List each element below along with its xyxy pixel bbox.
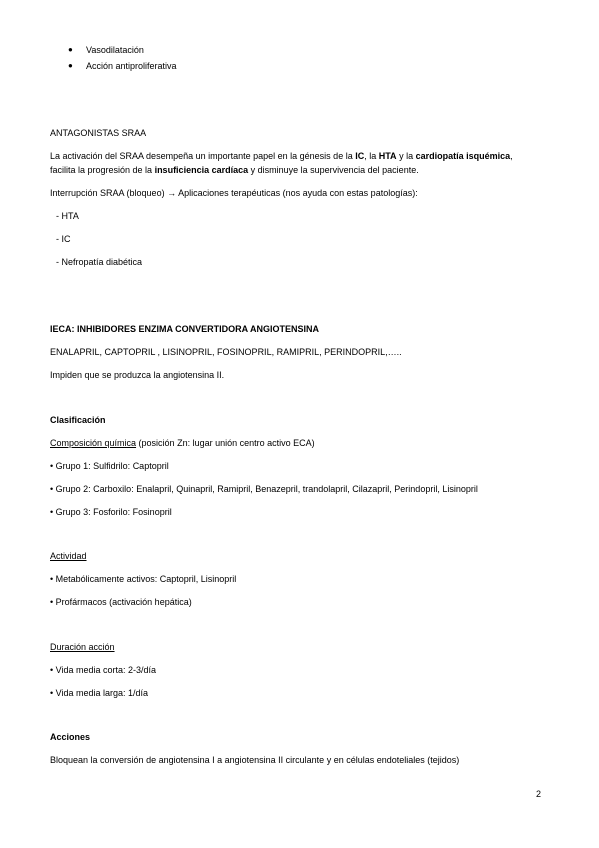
sraa-item-ic: - IC <box>56 234 71 244</box>
duracion-item-2: • Vida media larga: 1/día <box>50 688 149 698</box>
page-number: 2 <box>536 789 542 799</box>
section-heading-sraa: ANTAGONISTAS SRAA <box>50 128 147 138</box>
sraa-paragraph-line-1: La activación del SRAA desempeña un importante papel en la génesis de la IC, la HTA y la cardiopatía isquémica, <box>50 151 513 161</box>
bullet-icon: ● <box>68 61 73 70</box>
ieca-drug-list: ENALAPRIL, CAPTOPRIL , LISINOPRIL, FOSINOPRIL, RAMIPRIL, PERINDOPRIL,….. <box>50 347 402 357</box>
duracion-label: Duración acción <box>50 642 115 652</box>
sraa-item-hta: - HTA <box>56 211 79 221</box>
composicion-label: Composición química <box>50 438 137 448</box>
actividad-label: Actividad <box>50 551 87 561</box>
top-bullet-1: Vasodilatación <box>86 45 144 55</box>
actividad-item-1: • Metabólicamente activos: Captopril, Lisinopril <box>50 574 237 584</box>
sraa-interruption: Interrupción SRAA (bloqueo) → Aplicaciones terapéuticas (nos ayuda con estas patologías): <box>50 188 418 198</box>
sraa-paragraph-line-2: facilita la progresión de la insuficiencia cardíaca y disminuye la supervivencia del paciente. <box>50 165 419 175</box>
composicion-line: Composición química (posición Zn: lugar unión centro activo ECA) <box>50 438 315 448</box>
actividad-item-2: • Profármacos (activación hepática) <box>50 597 192 607</box>
acciones-text: Bloquean la conversión de angiotensina I a angiotensina II circulante y en células endoteliales (tejidos) <box>50 755 460 765</box>
grupo-2: • Grupo 2: Carboxilo: Enalapril, Quinapril, Ramipril, Benazepril, trandolapril, Cilazapril, Perindopril, Lisinopril <box>50 484 478 494</box>
top-bullet-2: Acción antiproliferativa <box>86 61 177 71</box>
section-heading-acciones: Acciones <box>50 732 91 742</box>
section-heading-ieca: IECA: INHIBIDORES ENZIMA CONVERTIDORA ANGIOTENSINA <box>50 324 320 334</box>
bullet-icon: ● <box>68 45 73 54</box>
section-heading-clasificacion: Clasificación <box>50 415 106 425</box>
grupo-3: • Grupo 3: Fosforilo: Fosinopril <box>50 507 172 517</box>
grupo-1: • Grupo 1: Sulfidrilo: Captopril <box>50 461 169 471</box>
ieca-description: Impiden que se produzca la angiotensina II. <box>50 370 225 380</box>
duracion-item-1: • Vida media corta: 2-3/día <box>50 665 157 675</box>
sraa-item-nefropatia: - Nefropatía diabética <box>56 257 143 267</box>
